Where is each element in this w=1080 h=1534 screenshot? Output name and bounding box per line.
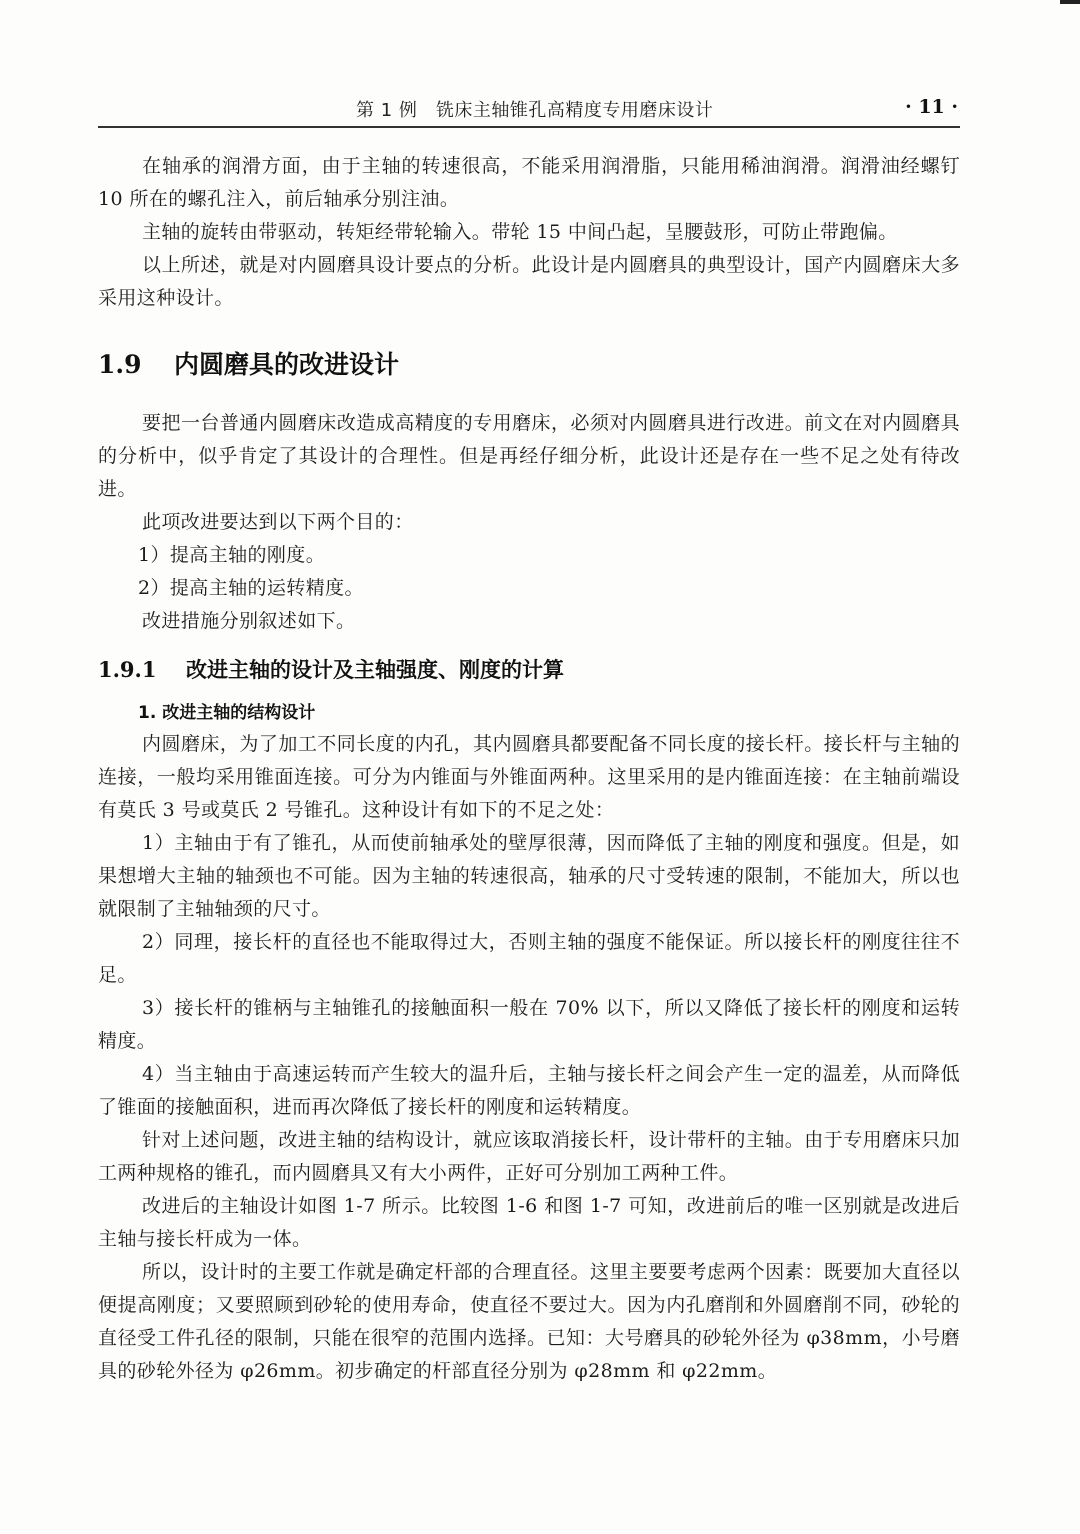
- section-closing: 改进措施分别叙述如下。: [142, 610, 356, 632]
- subsection-heading: [98, 654, 960, 684]
- section-number: 1.9: [98, 350, 142, 379]
- page-body: [98, 150, 960, 1388]
- section-paragraph: 要把一台普通内圆磨床改造成高精度的专用磨床，必须对内圆磨具进行改进。前文在对内圆磨具的分析中，似乎肯定了其设计的合理性。但是再经仔细分析，此设计还是存在一些不足之处有待改进。: [98, 412, 960, 500]
- intro-paragraph: 在轴承的润滑方面，由于主轴的转速很高，不能采用润滑脂，只能用稀油润滑。润滑油经螺钉 10 所在的螺孔注入，前后轴承分别注油。: [98, 155, 960, 210]
- body-paragraph: 1）主轴由于有了锥孔，从而使前轴承处的壁厚很薄，因而降低了主轴的刚度和强度。但是，如果想增大主轴的轴颈也不可能。因为主轴的转速很高，轴承的尺寸受转速的限制，不能加大，所以也就限制了主轴轴颈的尺寸。: [98, 832, 960, 920]
- body-paragraph: 所以，设计时的主要工作就是确定杆部的合理直径。这里主要要考虑两个因素：既要加大直径以便提高刚度；又要照顾到砂轮的使用寿命，使直径不要过大。因为内孔磨削和外圆磨削不同，砂轮的直径受工件孔径的限制，只能在很窄的范围内选择。已知：大号磨具的砂轮外径为 φ38mm，小号磨具的砂轮外径为 φ26mm。初步确定的杆部直径分别为 φ28mm 和 φ22mm。: [98, 1261, 960, 1382]
- running-header-title: 第 1 例 铣床主轴锥孔高精度专用磨床设计: [356, 100, 714, 121]
- subheading: 1. 改进主轴的结构设计: [138, 703, 316, 723]
- goal-item: 2）提高主轴的运转精度。: [138, 577, 364, 599]
- page-number: · 11 ·: [905, 96, 958, 118]
- section-title: 内圆磨具的改进设计: [174, 350, 400, 379]
- intro-paragraph: 主轴的旋转由带驱动，转矩经带轮输入。带轮 15 中间凸起，呈腰鼓形，可防止带跑偏。: [142, 221, 898, 243]
- intro-paragraph: 以上所述，就是对内圆磨具设计要点的分析。此设计是内圆磨具的典型设计，国产内圆磨床大多采用这种设计。: [98, 254, 960, 309]
- body-paragraph: 2）同理，接长杆的直径也不能取得过大，否则主轴的强度不能保证。所以接长杆的刚度往往不足。: [98, 931, 960, 986]
- body-paragraph: 针对上述问题，改进主轴的结构设计，就应该取消接长杆，设计带杆的主轴。由于专用磨床只加工两种规格的锥孔，而内圆磨具又有大小两件，正好可分别加工两种工件。: [98, 1129, 960, 1184]
- subsection-number: 1.9.1: [98, 657, 157, 682]
- header-rule: [98, 126, 960, 128]
- running-header: [98, 96, 958, 126]
- subsection-title: 改进主轴的设计及主轴强度、刚度的计算: [186, 658, 564, 682]
- body-paragraph: 改进后的主轴设计如图 1-7 所示。比较图 1-6 和图 1-7 可知，改进前后的唯一区别就是改进后主轴与接长杆成为一体。: [98, 1195, 960, 1250]
- section-heading: [98, 345, 960, 381]
- scan-edge-mark: [1060, 0, 1080, 4]
- goal-item: 1）提高主轴的刚度。: [138, 544, 326, 566]
- section-paragraph: 此项改进要达到以下两个目的：: [142, 511, 414, 533]
- body-paragraph: 内圆磨床，为了加工不同长度的内孔，其内圆磨具都要配备不同长度的接长杆。接长杆与主轴的连接，一般均采用锥面连接。可分为内锥面与外锥面两种。这里采用的是内锥面连接：在主轴前端设有莫氏 3 号或莫氏 2 号锥孔。这种设计有如下的不足之处：: [98, 733, 960, 821]
- body-paragraph: 4）当主轴由于高速运转而产生较大的温升后，主轴与接长杆之间会产生一定的温差，从而降低了锥面的接触面积，进而再次降低了接长杆的刚度和运转精度。: [98, 1063, 960, 1118]
- body-paragraph: 3）接长杆的锥柄与主轴锥孔的接触面积一般在 70% 以下，所以又降低了接长杆的刚度和运转精度。: [98, 997, 960, 1052]
